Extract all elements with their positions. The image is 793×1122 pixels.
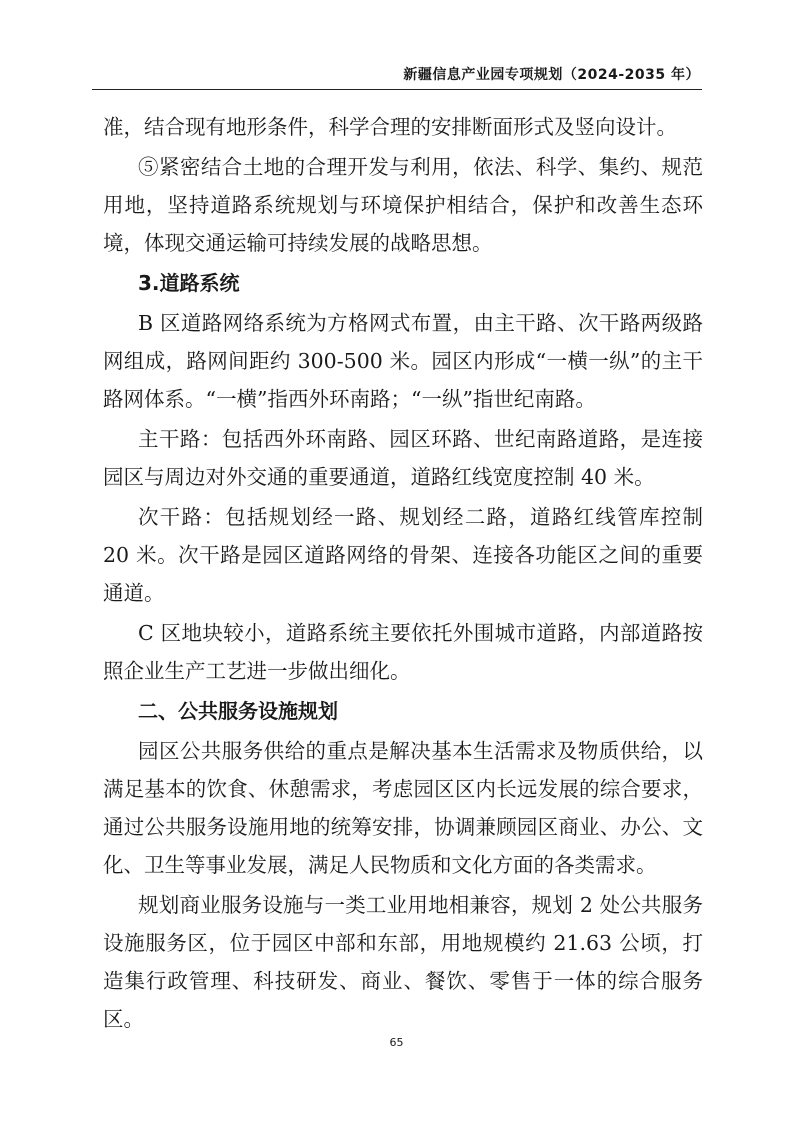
paragraph-principle-5: ⑤紧密结合土地的合理开发与利用，依法、科学、集约、规范用地，坚持道路系统规划与环境保护相结合，保护和改善生态环境，体现交通运输可持续发展的战略思想。 — [103, 155, 703, 255]
paragraph-secondary-roads: 次干路：包括规划经一路、规划经二路，道路红线管库控制 20 米。次干路是园区道路网络的骨架、连接各功能区之间的重要通道。 — [103, 505, 703, 605]
page-header: 新疆信息产业园专项规划（2024-2035 年） — [403, 67, 700, 83]
section-heading-road-system: 3.道路系统 — [138, 271, 240, 295]
paragraph-continuation: 准，结合现有地形条件，科学合理的安排断面形式及竖向设计。 — [103, 115, 677, 139]
section-heading-public-services: 二、公共服务设施规划 — [138, 699, 338, 723]
paragraph-public-service-supply: 园区公共服务供给的重点是解决基本生活需求及物质供给，以满足基本的饮食、休憩需求，考虑园区区内长远发展的综合要求，通过公共服务设施用地的统筹安排，协调兼顾园区商业、办公、文化、卫生等事业发展，满足人民物质和文化方面的各类需求。 — [103, 739, 703, 877]
document-body — [103, 108, 703, 1038]
paragraph-main-roads: 主干路：包括西外环南路、园区环路、世纪南路道路，是连接园区与周边对外交通的重要通道，道路红线宽度控制 40 米。 — [103, 427, 703, 489]
paragraph-zone-c: C 区地块较小，道路系统主要依托外围城市道路，内部道路按照企业生产工艺进一步做出细化。 — [103, 621, 703, 683]
page-number: 65 — [389, 1036, 404, 1049]
header-rule — [92, 89, 702, 90]
paragraph-zone-b-network: B 区道路网络系统为方格网式布置，由主干路、次干路两级路网组成，路网间距约 300-500 米。园区内形成“一横一纵”的主干路网体系。“一横”指西外环南路；“一纵”指世纪南路。 — [103, 311, 703, 411]
paragraph-commercial-facilities: 规划商业服务设施与一类工业用地相兼容，规划 2 处公共服务设施服务区，位于园区中部和东部，用地规模约 21.63 公顷，打造集行政管理、科技研发、商业、餐饮、零售于一体的综合服务区。 — [103, 893, 703, 1031]
